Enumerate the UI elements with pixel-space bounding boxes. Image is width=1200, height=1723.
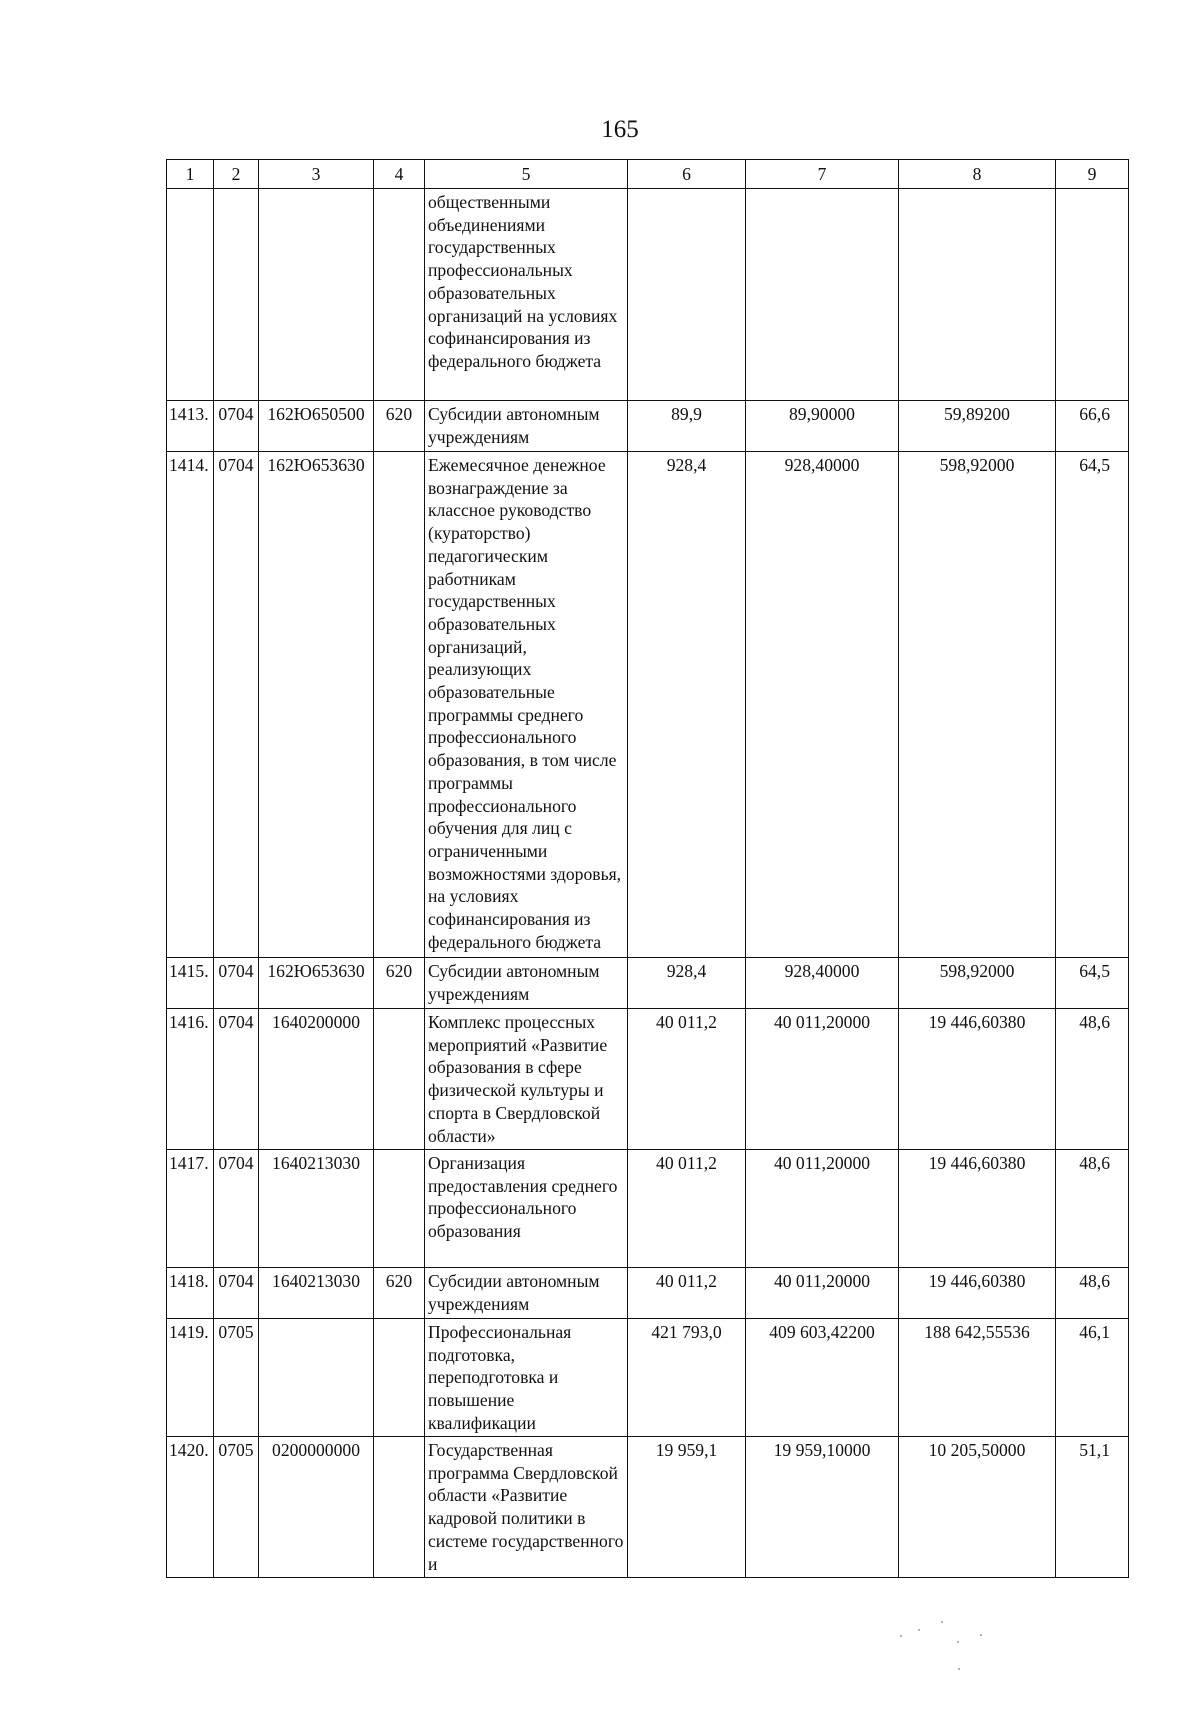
column-9-value: 51,1	[1056, 1437, 1129, 1578]
target-code: 1640213030	[259, 1150, 374, 1268]
scan-speck	[980, 1634, 982, 1636]
row-number	[167, 189, 214, 401]
column-8-value: 188 642,55536	[899, 1319, 1056, 1437]
item-name: Организация предоставления среднего профессионального образования	[425, 1150, 628, 1268]
column-6-value: 928,4	[628, 958, 746, 1009]
header-cell: 4	[374, 160, 425, 189]
section-code: 0705	[214, 1319, 259, 1437]
row-number: 1418.	[167, 1268, 214, 1319]
row-number: 1413.	[167, 401, 214, 452]
expense-type: 620	[374, 958, 425, 1009]
column-6-value: 89,9	[628, 401, 746, 452]
item-name: общественными объединениями государственных профессиональных образовательных организаций на условиях софинансирования из федерального бюджета	[425, 189, 628, 401]
table-row	[167, 1009, 1129, 1150]
section-code: 0704	[214, 401, 259, 452]
column-9-value: 46,1	[1056, 1319, 1129, 1437]
target-code: 162Ю653630	[259, 452, 374, 958]
expense-type: 620	[374, 401, 425, 452]
target-code	[259, 189, 374, 401]
item-name: Комплекс процессных мероприятий «Развитие образования в сфере физической культуры и спорта в Свердловской области»	[425, 1009, 628, 1150]
table-row	[167, 452, 1129, 958]
expense-type	[374, 452, 425, 958]
item-name: Государственная программа Свердловской области «Развитие кадровой политики в системе государственного и	[425, 1437, 628, 1578]
scan-speck	[958, 1668, 960, 1670]
table-row	[167, 958, 1129, 1009]
column-7-value	[746, 189, 899, 401]
row-number: 1414.	[167, 452, 214, 958]
table-row	[167, 1150, 1129, 1268]
row-number: 1417.	[167, 1150, 214, 1268]
target-code: 0200000000	[259, 1437, 374, 1578]
section-code: 0705	[214, 1437, 259, 1578]
column-6-value: 421 793,0	[628, 1319, 746, 1437]
expense-type: 620	[374, 1268, 425, 1319]
column-7-value: 40 011,20000	[746, 1150, 899, 1268]
column-7-value: 40 011,20000	[746, 1009, 899, 1150]
expense-type	[374, 1009, 425, 1150]
column-9-value: 64,5	[1056, 452, 1129, 958]
column-6-value	[628, 189, 746, 401]
column-9-value: 48,6	[1056, 1268, 1129, 1319]
target-code: 162Ю650500	[259, 401, 374, 452]
column-7-value: 928,40000	[746, 958, 899, 1009]
table-row	[167, 1437, 1129, 1578]
column-9-value	[1056, 189, 1129, 401]
row-number: 1419.	[167, 1319, 214, 1437]
table-row	[167, 189, 1129, 401]
section-code: 0704	[214, 1009, 259, 1150]
column-6-value: 40 011,2	[628, 1009, 746, 1150]
column-8-value: 19 446,60380	[899, 1150, 1056, 1268]
column-7-value: 928,40000	[746, 452, 899, 958]
header-cell: 1	[167, 160, 214, 189]
item-name: Субсидии автономным учреждениям	[425, 401, 628, 452]
target-code: 1640200000	[259, 1009, 374, 1150]
header-cell: 6	[628, 160, 746, 189]
row-number: 1420.	[167, 1437, 214, 1578]
item-name: Субсидии автономным учреждениям	[425, 958, 628, 1009]
item-name: Ежемесячное денежное вознаграждение за классное руководство (кураторство) педагогическим работникам государственных образовательных организаций, реализующих образовательные программы среднего профессионального образования, в том числе программы профессионального обучения для лиц с ограниченными возможностями здоровья, на условиях софинансирования из федерального бюджета	[425, 452, 628, 958]
row-number: 1416.	[167, 1009, 214, 1150]
header-cell: 3	[259, 160, 374, 189]
column-6-value: 40 011,2	[628, 1268, 746, 1319]
target-code: 162Ю653630	[259, 958, 374, 1009]
section-code: 0704	[214, 958, 259, 1009]
header-cell: 8	[899, 160, 1056, 189]
scan-speck	[941, 1621, 943, 1623]
column-7-value: 40 011,20000	[746, 1268, 899, 1319]
header-cell: 5	[425, 160, 628, 189]
section-code: 0704	[214, 1268, 259, 1319]
column-7-value: 89,90000	[746, 401, 899, 452]
column-7-value: 19 959,10000	[746, 1437, 899, 1578]
budget-table	[166, 159, 1129, 1578]
row-number: 1415.	[167, 958, 214, 1009]
column-6-value: 40 011,2	[628, 1150, 746, 1268]
column-8-value: 19 446,60380	[899, 1009, 1056, 1150]
table-row	[167, 1268, 1129, 1319]
header-cell: 9	[1056, 160, 1129, 189]
column-6-value: 19 959,1	[628, 1437, 746, 1578]
section-code: 0704	[214, 452, 259, 958]
column-8-value	[899, 189, 1056, 401]
column-9-value: 66,6	[1056, 401, 1129, 452]
expense-type	[374, 1319, 425, 1437]
scan-speck	[900, 1635, 902, 1637]
column-7-value: 409 603,42200	[746, 1319, 899, 1437]
header-cell: 2	[214, 160, 259, 189]
column-6-value: 928,4	[628, 452, 746, 958]
expense-type	[374, 189, 425, 401]
table-row	[167, 1319, 1129, 1437]
target-code: 1640213030	[259, 1268, 374, 1319]
column-9-value: 48,6	[1056, 1150, 1129, 1268]
column-8-value: 598,92000	[899, 452, 1056, 958]
target-code	[259, 1319, 374, 1437]
expense-type	[374, 1437, 425, 1578]
item-name: Субсидии автономным учреждениям	[425, 1268, 628, 1319]
header-cell: 7	[746, 160, 899, 189]
column-8-value: 598,92000	[899, 958, 1056, 1009]
item-name: Профессиональная подготовка, переподготовка и повышение квалификации	[425, 1319, 628, 1437]
header-row	[167, 160, 1129, 189]
page-number: 165	[601, 116, 639, 143]
expense-type	[374, 1150, 425, 1268]
scan-speck	[918, 1629, 920, 1631]
column-9-value: 64,5	[1056, 958, 1129, 1009]
table-row	[167, 401, 1129, 452]
column-9-value: 48,6	[1056, 1009, 1129, 1150]
section-code	[214, 189, 259, 401]
scan-speck	[957, 1641, 959, 1643]
column-8-value: 10 205,50000	[899, 1437, 1056, 1578]
section-code: 0704	[214, 1150, 259, 1268]
column-8-value: 19 446,60380	[899, 1268, 1056, 1319]
column-8-value: 59,89200	[899, 401, 1056, 452]
